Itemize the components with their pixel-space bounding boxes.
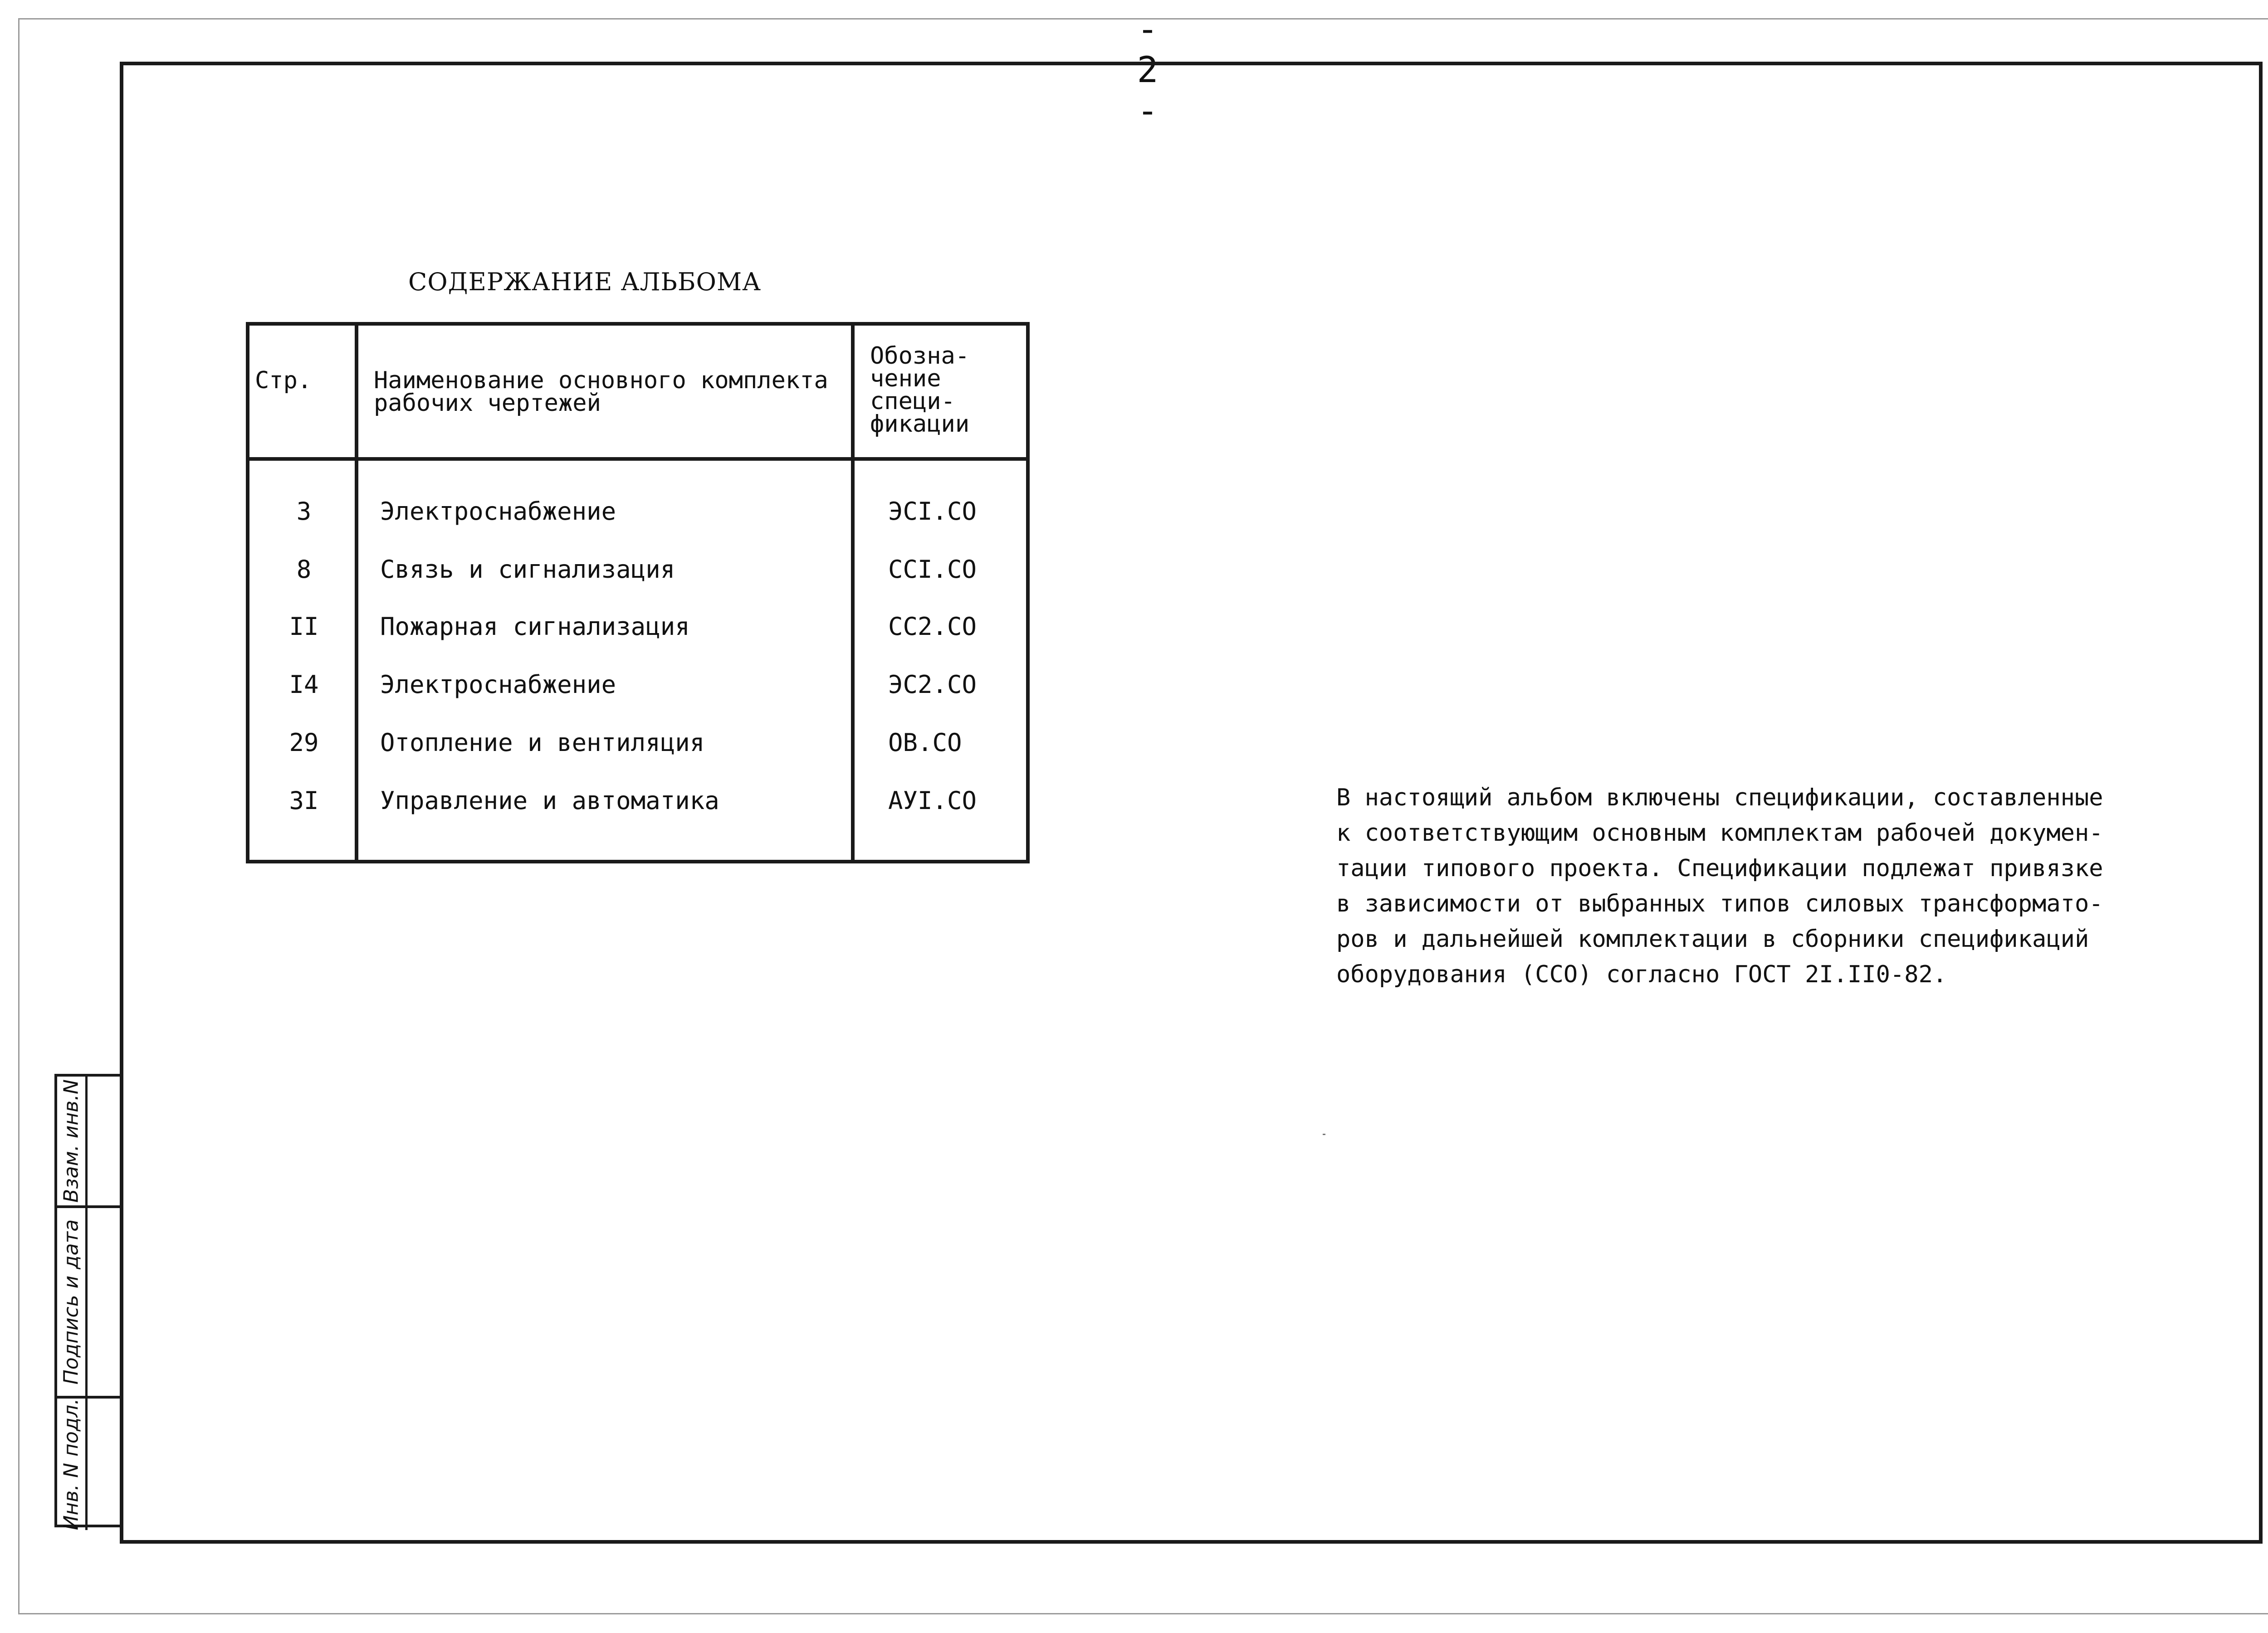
- row-page: 3I: [289, 786, 319, 815]
- stamp-label: Взам. инв.N: [59, 1079, 83, 1203]
- note-line: оборудования (ССО) согласно ГОСТ 2I.II0-82.: [1336, 961, 1947, 988]
- stamp-divider: [85, 1208, 88, 1396]
- stamp-cell-replacement-inv: [57, 1077, 120, 1208]
- table-row: [249, 714, 1026, 772]
- note-line: тации типового проекта. Спецификации подлежат привязке: [1336, 855, 2103, 882]
- row-name: Связь и сигнализация: [380, 555, 675, 584]
- side-stamp: [54, 1074, 120, 1530]
- row-code: СС2.СО: [888, 612, 977, 641]
- album-note: [1336, 780, 2107, 992]
- stamp-cell-signature-date: [57, 1208, 120, 1399]
- row-name: Отопление и вентиляция: [380, 728, 705, 757]
- page-number: - 2 -: [1137, 9, 1158, 132]
- header-name-line: Наименование основного комплекта: [374, 367, 828, 394]
- row-code: ОВ.СО: [888, 728, 962, 757]
- table-row: [249, 656, 1026, 714]
- row-page: 8: [296, 555, 312, 584]
- header-code-line: чение: [870, 365, 941, 392]
- row-name: Электроснабжение: [380, 670, 616, 699]
- row-page: II: [289, 612, 319, 641]
- table-row: [249, 483, 1026, 541]
- header-name-line: рабочих чертежей: [374, 390, 601, 417]
- header-code: [870, 342, 970, 438]
- note-line: ров и дальнейшей комплектации в сборники спецификаций: [1336, 926, 2089, 953]
- table-row: [249, 598, 1026, 656]
- contents-table: [246, 322, 1030, 863]
- row-page: 3: [296, 497, 312, 526]
- stamp-cell-original-inv: [57, 1399, 120, 1530]
- table-row: [249, 772, 1026, 830]
- header-divider: [249, 457, 1026, 461]
- row-page: I4: [289, 670, 319, 699]
- stamp-label: Подпись и дата: [59, 1219, 83, 1385]
- stamp-divider: [85, 1399, 88, 1530]
- stamp-label: Инв. N подл.: [59, 1399, 83, 1530]
- header-code-line: фикации: [870, 410, 970, 438]
- header-page: Стр.: [255, 367, 312, 394]
- row-code: ЭС2.СО: [888, 670, 977, 699]
- header-code-line: специ-: [870, 388, 955, 415]
- scan-speck: [1323, 1134, 1325, 1135]
- row-code: АУI.СО: [888, 786, 977, 815]
- row-name: Пожарная сигнализация: [380, 612, 690, 641]
- row-page: 29: [289, 728, 319, 757]
- row-name: Управление и автоматика: [380, 786, 719, 815]
- stamp-divider: [85, 1077, 88, 1205]
- header-name: [374, 367, 846, 417]
- note-line: В настоящий альбом включены спецификации, составленные: [1336, 784, 2103, 811]
- album-title: СОДЕРЖАНИЕ АЛЬБОМА: [408, 268, 762, 296]
- row-name: Электроснабжение: [380, 497, 616, 526]
- note-line: к соответствующим основным комплектам рабочей докумен-: [1336, 819, 2103, 847]
- row-code: ССI.СО: [888, 555, 977, 584]
- table-row: [249, 541, 1026, 599]
- header-code-line: Обозна-: [870, 342, 970, 370]
- note-line: в зависимости от выбранных типов силовых трансформато-: [1336, 890, 2103, 917]
- row-code: ЭСI.СО: [888, 497, 977, 526]
